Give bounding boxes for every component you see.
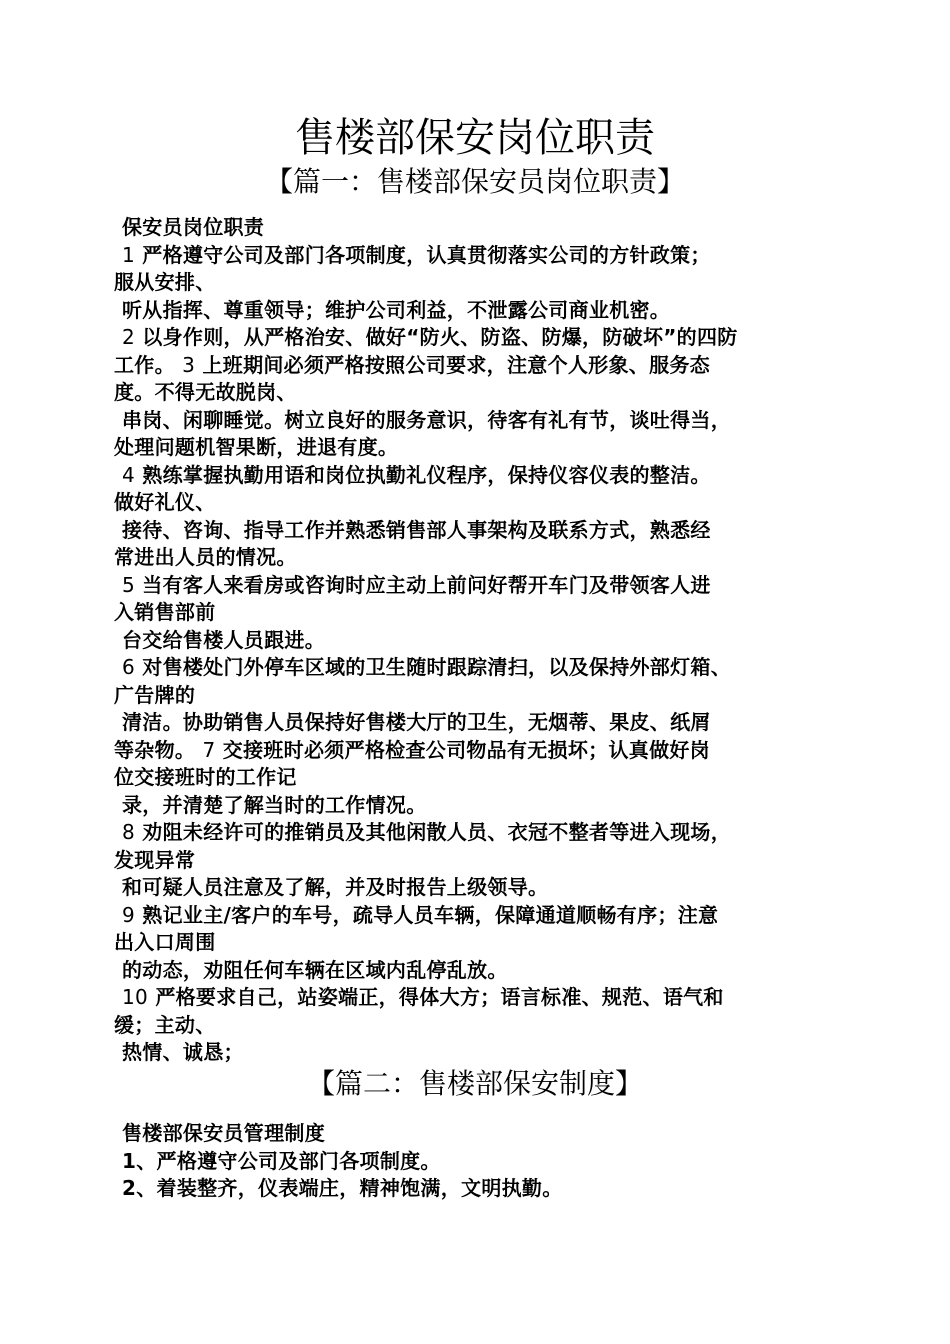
item-number: 10 — [122, 985, 149, 1009]
item-number: 4 — [122, 462, 136, 487]
section2-subheading: 售楼部保安员管理制度 — [122, 1121, 325, 1145]
item-number: 7 — [202, 737, 216, 762]
text-line — [114, 1012, 834, 1040]
line-text: 的动态，劝阻任何车辆在区域内乱停乱放。 — [122, 957, 508, 982]
text-line — [114, 627, 834, 655]
text-line — [114, 352, 834, 380]
section2-body — [114, 1120, 834, 1203]
line-text: 当有客人来看房或咨询时应主动上前问好帮开车门及带领客人进 — [142, 572, 711, 597]
line-text: 广告牌的 — [114, 682, 196, 707]
text-line — [114, 434, 834, 462]
text-line — [114, 957, 834, 985]
text-line — [114, 654, 834, 682]
line-text: 以身作则，从严格治安、做好“防火、防盗、防爆，防破坏”的四防 — [142, 325, 738, 349]
section1-body — [114, 214, 834, 1067]
line-text: 2、着装整齐，仪表端庄，精神饱满，文明执勤。 — [122, 1176, 563, 1200]
item-number: 6 — [122, 655, 136, 679]
text-line — [114, 462, 834, 490]
text-line — [114, 1175, 834, 1203]
line-text: 接待、咨询、指导工作并熟悉销售部人事架构及联系方式，熟悉经 — [122, 517, 711, 542]
line-text: 听从指挥、尊重领导；维护公司利益，不泄露公司商业机密。 — [122, 297, 671, 322]
line-text: 出入口周围 — [114, 930, 216, 954]
section1-subheading: 保安员岗位职责 — [122, 215, 265, 239]
line-text: 录，并清楚了解当时的工作情况。 — [122, 792, 427, 817]
line-text: 清洁。协助销售人员保持好售楼大厅的卫生，无烟蒂、果皮、纸屑 — [122, 710, 711, 734]
line-text: 熟记业主/客户的车号，疏导人员车辆，保障通道顺畅有序；注意 — [142, 902, 719, 927]
line-text: 串岗、闲聊睡觉。树立良好的服务意识，待客有礼有节，谈吐得当， — [122, 407, 731, 432]
text-line — [114, 984, 834, 1012]
text-line — [114, 242, 834, 270]
line-text: 严格要求自己，站姿端正，得体大方；语言标准、规范、语气和 — [155, 985, 724, 1009]
line-text: 和可疑人员注意及了解，并及时报告上级领导。 — [122, 875, 549, 899]
item-number: 5 — [122, 572, 136, 597]
line-text: 交接班时必须严格检查公司物品有无损坏；认真做好岗 — [222, 737, 710, 762]
text-line — [114, 379, 834, 407]
line-text: 位交接班时的工作记 — [114, 765, 297, 789]
line-text: 入销售部前 — [114, 600, 216, 624]
line-text: 等杂物。 — [114, 737, 196, 762]
line-text: 1、严格遵守公司及部门各项制度。 — [122, 1148, 441, 1173]
text-line — [114, 847, 834, 875]
line-text: 工作。 — [114, 352, 175, 377]
line-text: 台交给售楼人员跟进。 — [122, 627, 325, 652]
section1-heading: 【篇一：售楼部保安员岗位职责】 — [264, 165, 685, 198]
item-number: 8 — [122, 820, 136, 844]
text-line — [114, 737, 834, 765]
line-text: 常进出人员的情况。 — [114, 545, 297, 569]
text-line — [114, 599, 834, 627]
text-line — [114, 1039, 834, 1067]
document-title: 售楼部保安岗位职责 — [295, 115, 655, 161]
item-number: 3 — [182, 352, 196, 377]
section2-heading: 【篇二：售楼部保安制度】 — [306, 1067, 643, 1100]
line-text: 对售楼处门外停车区域的卫生随时跟踪清扫，以及保持外部灯箱、 — [142, 655, 731, 679]
text-line — [114, 819, 834, 847]
text-line — [114, 682, 834, 710]
line-text: 熟练掌握执勤用语和岗位执勤礼仪程序，保持仪容仪表的整洁。 — [142, 462, 711, 487]
line-text: 做好礼仪、 — [114, 490, 216, 514]
item-number: 2 — [122, 325, 136, 349]
item-number: 1 — [122, 242, 136, 267]
text-line — [114, 544, 834, 572]
text-line — [114, 792, 834, 820]
text-line — [114, 764, 834, 792]
text-line — [114, 269, 834, 297]
text-line — [114, 709, 834, 737]
line-text: 上班期间必须严格按照公司要求，注意个人形象、服务态 — [202, 352, 710, 377]
line-text: 发现异常 — [114, 847, 196, 872]
text-line — [114, 324, 834, 352]
item-number: 9 — [122, 902, 136, 927]
line-text: 服从安排、 — [114, 270, 216, 294]
text-line — [114, 902, 834, 930]
line-text: 严格遵守公司及部门各项制度，认真贯彻落实公司的方针政策； — [142, 242, 711, 267]
text-line — [114, 297, 834, 325]
text-line — [114, 407, 834, 435]
text-line — [114, 929, 834, 957]
line-text: 度。不得无故脱岗、 — [114, 380, 297, 404]
line-text: 劝阻未经许可的推销员及其他闲散人员、衣冠不整者等进入现场， — [142, 820, 731, 844]
text-line — [114, 874, 834, 902]
text-line — [114, 1148, 834, 1176]
line-text: 热情、诚恳； — [122, 1040, 244, 1064]
text-line — [114, 517, 834, 545]
text-line — [114, 489, 834, 517]
line-text: 缓；主动、 — [114, 1012, 216, 1037]
text-line — [114, 572, 834, 600]
line-text: 处理问题机智果断，进退有度。 — [114, 435, 399, 459]
